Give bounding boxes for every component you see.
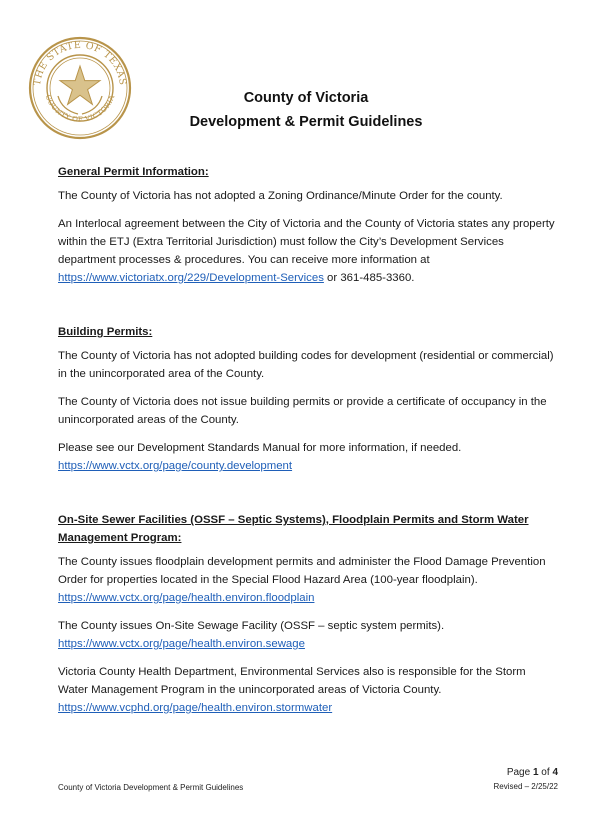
sewage-link[interactable]: https://www.vctx.org/page/health.environ.sewage <box>58 638 305 650</box>
paragraph <box>58 553 558 607</box>
section-heading: Building Permits: <box>58 326 153 338</box>
footer-page-info <box>494 767 559 791</box>
seal-bottom-text: COUNTY OF VICTORIA <box>43 93 117 124</box>
floodplain-link[interactable]: https://www.vctx.org/page/health.environ.floodplain <box>58 592 315 604</box>
document-title <box>0 86 612 134</box>
page-number: Page 1 of 4 <box>506 767 558 778</box>
section-general-permit <box>58 163 558 287</box>
paragraph <box>58 439 558 475</box>
paragraph-text: An Interlocal agreement between the City of Victoria and the County of Victoria states any property within the ETJ (Extra Territorial Jurisdiction) must follow the City’s Development Services department processes & procedures. You can receive more information at <box>58 218 555 266</box>
paragraph: The County of Victoria does not issue building permits or provide a certificate of occupancy in the unincorporated areas of the County. <box>58 396 547 426</box>
paragraph <box>58 617 558 653</box>
paragraph <box>58 663 558 717</box>
phone-text: or 361-485-3360. <box>323 272 415 284</box>
development-services-link[interactable]: https://www.victoriatx.org/229/Development-Services <box>58 272 324 284</box>
paragraph-text: Please see our Development Standards Manual for more information, if needed. <box>58 442 462 454</box>
paragraph-text: The County issues On-Site Sewage Facility (OSSF – septic system permits). <box>58 620 445 632</box>
footer-document-name: County of Victoria Development & Permit Guidelines <box>58 783 244 792</box>
section-heading: On-Site Sewer Facilities (OSSF – Septic Systems), Floodplain Permits and Storm Water Management Program: <box>58 514 529 544</box>
county-development-link[interactable]: https://www.vctx.org/page/county.development <box>58 460 293 472</box>
revised-date: Revised – 2/25/22 <box>493 782 558 791</box>
section-ossf-floodplain <box>58 511 558 717</box>
paragraph-text: Victoria County Health Department, Environmental Services also is responsible for the Storm Water Management Program in the unincorporated areas of Victoria County. <box>58 666 526 696</box>
paragraph-text: The County issues floodplain development permits and administer the Flood Damage Prevention Order for properties located in the Special Flood Hazard Area (100-year floodplain). <box>58 556 546 586</box>
paragraph: The County of Victoria has not adopted building codes for development (residential or commercial) in the unincorporated area of the County. <box>58 350 554 380</box>
document-body <box>58 163 558 727</box>
title-line-1: County of Victoria <box>243 90 369 106</box>
paragraph: The County of Victoria has not adopted a Zoning Ordinance/Minute Order for the county. <box>58 190 503 202</box>
stormwater-link[interactable]: https://www.vcphd.org/page/health.environ.stormwater <box>58 702 333 714</box>
section-heading: General Permit Information: <box>58 166 209 178</box>
title-line-2: Development & Permit Guidelines <box>189 114 423 130</box>
paragraph <box>58 215 558 287</box>
section-building-permits <box>58 323 558 475</box>
seal-top-text: THE STATE OF TEXAS <box>31 39 129 87</box>
